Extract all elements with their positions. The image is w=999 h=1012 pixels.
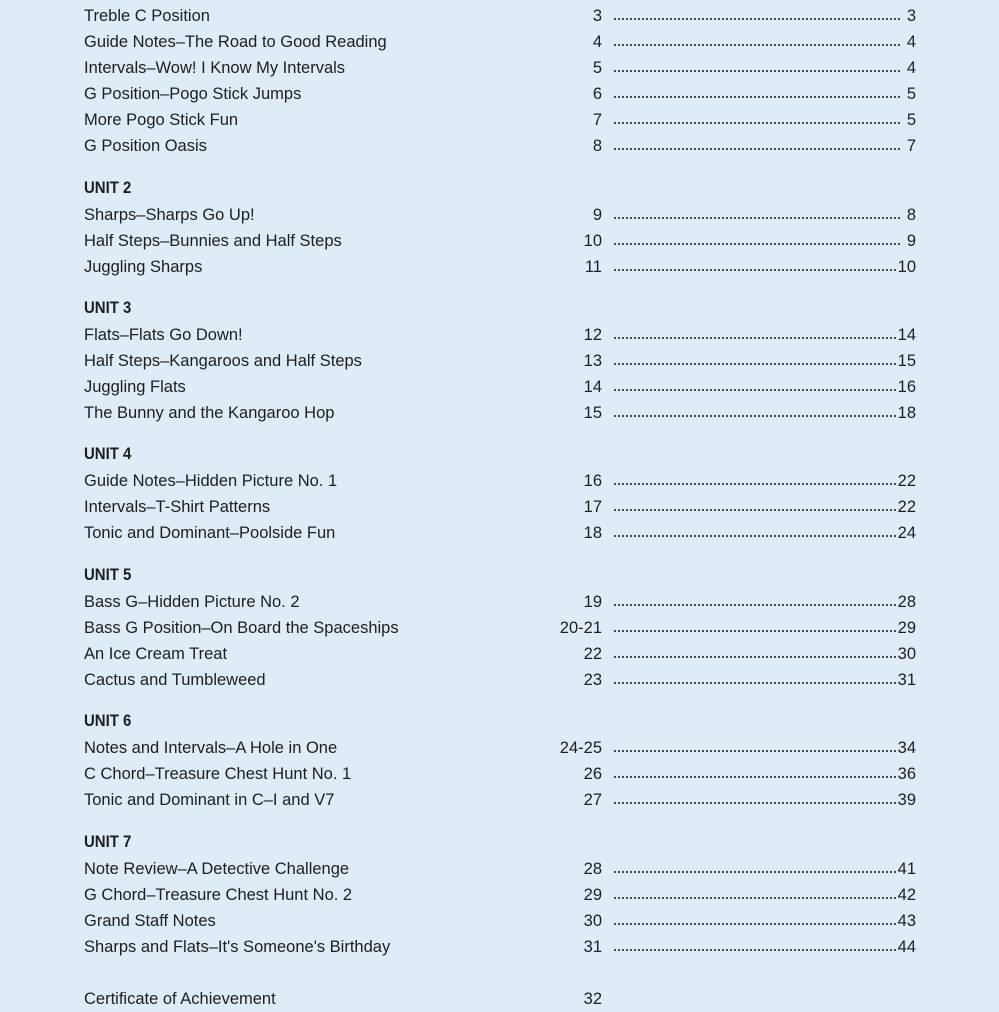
entry-title: G Chord–Treasure Chest Hunt No. 2: [84, 882, 354, 908]
toc-entry: [84, 589, 916, 615]
dot-leader: [614, 96, 900, 98]
entry-title: Notes and Intervals–A Hole in One: [84, 735, 339, 761]
toc-entry: [84, 81, 916, 107]
entry-page: 9: [591, 202, 602, 228]
entry-page-alt: 41: [896, 856, 916, 882]
dot-leader: [614, 897, 900, 899]
entry-page-alt: 10: [896, 254, 916, 280]
entry-page-alt: 7: [905, 133, 916, 159]
entry-page: 29: [582, 882, 602, 908]
dot-leader: [614, 217, 900, 219]
entry-page: 15: [582, 400, 602, 426]
entry-page: 3: [591, 3, 602, 29]
toc-entry: [84, 856, 916, 882]
dot-leader: [614, 148, 900, 150]
toc-entry: [84, 761, 916, 787]
entry-page-alt: 42: [896, 882, 916, 908]
entry-page-alt: 9: [905, 228, 916, 254]
toc-entry: [84, 934, 916, 960]
entry-page-alt: 22: [896, 468, 916, 494]
entry-page-alt: 34: [896, 735, 916, 761]
dot-leader: [614, 656, 900, 658]
entry-page: 4: [591, 29, 602, 55]
entry-page: 27: [582, 787, 602, 813]
dot-leader: [614, 776, 900, 778]
toc-entry: [84, 400, 916, 426]
entry-page-alt: 4: [905, 55, 916, 81]
toc-entry: [84, 615, 916, 641]
dot-leader: [614, 630, 900, 632]
entry-page-alt: 14: [896, 322, 916, 348]
entry-page: 18: [582, 520, 602, 546]
entry-title: Certificate of Achievement: [84, 986, 278, 1012]
toc-entry: [84, 667, 916, 693]
unit-heading: UNIT 4: [84, 444, 132, 463]
entry-page-alt: 5: [905, 107, 916, 133]
entry-page-alt: 36: [896, 761, 916, 787]
entry-title: Sharps–Sharps Go Up!: [84, 202, 257, 228]
dot-leader: [614, 389, 900, 391]
toc-entry: [84, 3, 916, 29]
entry-title: Guide Notes–The Road to Good Reading: [84, 29, 389, 55]
toc-entry: [84, 107, 916, 133]
toc-entry: [84, 735, 916, 761]
entry-page-alt: 16: [896, 374, 916, 400]
unit-heading: UNIT 6: [84, 711, 132, 730]
entry-title: Flats–Flats Go Down!: [84, 322, 245, 348]
dot-leader: [614, 483, 900, 485]
entry-page: 28: [582, 856, 602, 882]
entry-page-alt: 43: [896, 908, 916, 934]
entry-title: Note Review–A Detective Challenge: [84, 856, 351, 882]
dot-leader: [614, 44, 900, 46]
entry-page: 13: [582, 348, 602, 374]
dot-leader: [614, 70, 900, 72]
dot-leader: [614, 535, 900, 537]
entry-page-alt: 30: [896, 641, 916, 667]
entry-page-alt: 5: [905, 81, 916, 107]
entry-title: More Pogo Stick Fun: [84, 107, 240, 133]
dot-leader: [614, 949, 900, 951]
entry-page-alt: 24: [896, 520, 916, 546]
entry-title: Guide Notes–Hidden Picture No. 1: [84, 468, 339, 494]
dot-leader: [614, 337, 900, 339]
entry-page: 26: [582, 761, 602, 787]
dot-leader: [614, 415, 900, 417]
toc-entry: [84, 133, 916, 159]
entry-page: 23: [582, 667, 602, 693]
entry-title: An Ice Cream Treat: [84, 641, 229, 667]
entry-page: 20-21: [558, 615, 602, 641]
entry-page-alt: 22: [896, 494, 916, 520]
entry-title: The Bunny and the Kangaroo Hop: [84, 400, 336, 426]
entry-page: 5: [591, 55, 602, 81]
dot-leader: [614, 604, 900, 606]
dot-leader: [614, 802, 900, 804]
entry-title: Tonic and Dominant in C–I and V7: [84, 787, 336, 813]
entry-title: Tonic and Dominant–Poolside Fun: [84, 520, 337, 546]
toc-entry: [84, 908, 916, 934]
entry-page: 32: [582, 986, 602, 1012]
entry-title: Sharps and Flats–It's Someone's Birthday: [84, 934, 392, 960]
entry-title: Cactus and Tumbleweed: [84, 667, 268, 693]
dot-leader: [614, 923, 900, 925]
entry-title: Bass G–Hidden Picture No. 2: [84, 589, 302, 615]
entry-title: C Chord–Treasure Chest Hunt No. 1: [84, 761, 353, 787]
entry-title: Treble C Position: [84, 3, 212, 29]
entry-page-alt: 31: [896, 667, 916, 693]
toc-entry: [84, 202, 916, 228]
dot-leader: [614, 243, 900, 245]
entry-page: 7: [591, 107, 602, 133]
entry-page-alt: 44: [896, 934, 916, 960]
entry-page: 11: [583, 254, 602, 280]
entry-title: Half Steps–Bunnies and Half Steps: [84, 228, 344, 254]
entry-page: 19: [582, 589, 602, 615]
unit-heading: UNIT 5: [84, 565, 132, 584]
toc-entry: [84, 29, 916, 55]
dot-leader: [614, 122, 900, 124]
entry-page: 14: [582, 374, 602, 400]
entry-title: G Position–Pogo Stick Jumps: [84, 81, 303, 107]
entry-page-alt: 4: [905, 29, 916, 55]
toc-entry: [84, 520, 916, 546]
toc-entry: [84, 55, 916, 81]
entry-page: 24-25: [558, 735, 602, 761]
entry-page: 10: [582, 228, 602, 254]
entry-page-alt: 28: [896, 589, 916, 615]
unit-heading: UNIT 3: [84, 298, 132, 317]
toc-entry: [84, 494, 916, 520]
entry-page: 31: [582, 934, 602, 960]
entry-title: Juggling Flats: [84, 374, 188, 400]
toc-entry: [84, 641, 916, 667]
entry-page: 17: [582, 494, 602, 520]
dot-leader: [614, 269, 900, 271]
entry-page: 22: [582, 641, 602, 667]
toc-entry: [84, 348, 916, 374]
entry-page-alt: 8: [905, 202, 916, 228]
toc-entry: [84, 882, 916, 908]
toc-entry: [84, 254, 916, 280]
entry-page-alt: 18: [896, 400, 916, 426]
toc-entry: [84, 374, 916, 400]
dot-leader: [614, 363, 900, 365]
toc-entry: [84, 787, 916, 813]
unit-heading: UNIT 7: [84, 832, 132, 851]
dot-leader: [614, 871, 900, 873]
dot-leader: [614, 750, 900, 752]
toc-entry: [84, 468, 916, 494]
entry-title: Grand Staff Notes: [84, 908, 218, 934]
entry-page-alt: 15: [896, 348, 916, 374]
entry-page-alt: 3: [905, 3, 916, 29]
toc-entry-certificate: [84, 986, 916, 1012]
dot-leader: [614, 18, 900, 20]
entry-page: 30: [582, 908, 602, 934]
entry-title: Intervals–Wow! I Know My Intervals: [84, 55, 347, 81]
entry-page: 16: [582, 468, 602, 494]
entry-page-alt: 29: [896, 615, 916, 641]
entry-title: Intervals–T-Shirt Patterns: [84, 494, 272, 520]
entry-page: 8: [591, 133, 602, 159]
entry-page-alt: 39: [896, 787, 916, 813]
entry-title: Juggling Sharps: [84, 254, 204, 280]
entry-page: 12: [582, 322, 602, 348]
entry-title: G Position Oasis: [84, 133, 209, 159]
toc-entry: [84, 228, 916, 254]
toc-entry: [84, 322, 916, 348]
entry-title: Half Steps–Kangaroos and Half Steps: [84, 348, 364, 374]
dot-leader: [614, 509, 900, 511]
entry-title: Bass G Position–On Board the Spaceships: [84, 615, 401, 641]
entry-page: 6: [591, 81, 602, 107]
unit-heading: UNIT 2: [84, 178, 132, 197]
dot-leader: [614, 682, 900, 684]
